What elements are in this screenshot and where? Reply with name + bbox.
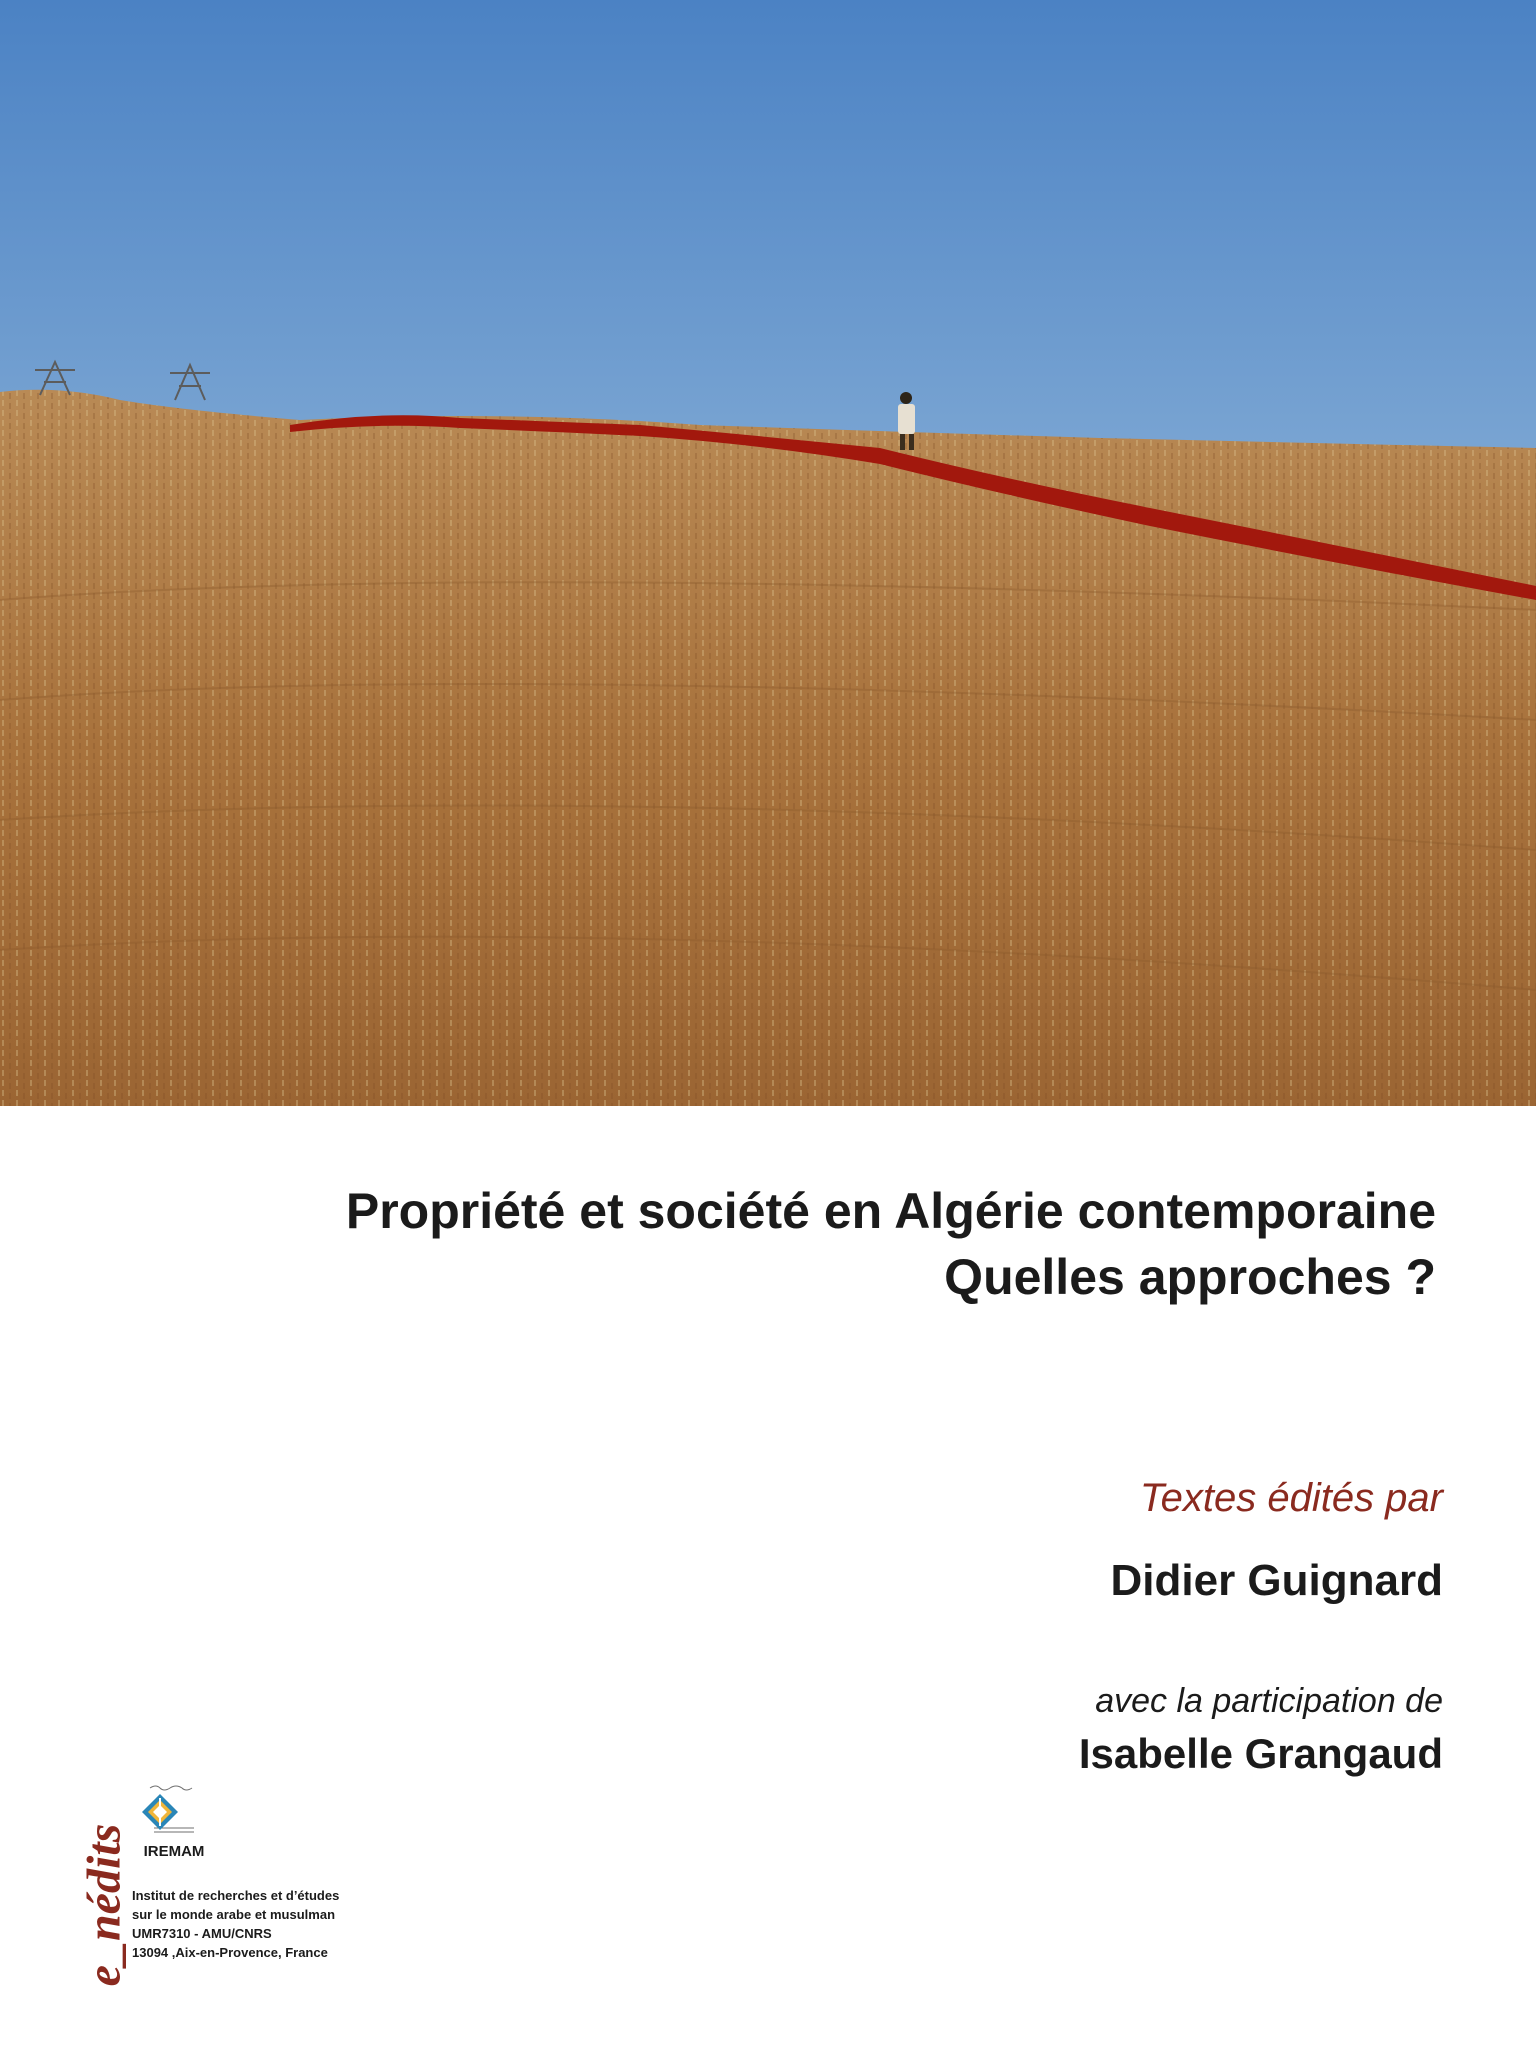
institute-address: [132, 1886, 402, 1962]
title-line-main: Propriété et société en Algérie contemporaine: [345, 1183, 1436, 1239]
series-name: e_nédits: [77, 1823, 131, 1987]
institute-line: 13094 ,Aix-en-Provence, France: [132, 1945, 328, 1960]
institute-line: Institut de recherches et d’études: [132, 1888, 340, 1903]
editors-intro: Textes édités par: [1139, 1476, 1443, 1520]
participation-intro: avec la participation de: [1095, 1682, 1443, 1720]
institute-line: sur le monde arabe et musulman: [132, 1907, 336, 1922]
institute-line: UMR7310 - AMU/CNRS: [132, 1926, 272, 1941]
book-title: [56, 1178, 1436, 1310]
institute-logo-label: IREMAM: [143, 1843, 205, 1860]
participant-name: Isabelle Grangaud: [1078, 1730, 1443, 1777]
title-line-subtitle: Quelles approches ?: [944, 1249, 1436, 1305]
series-logo: [74, 1775, 134, 2035]
iremam-logo-icon: [132, 1778, 212, 1868]
institute-logo: [132, 1778, 212, 1868]
editor-name: Didier Guignard: [1110, 1556, 1443, 1605]
